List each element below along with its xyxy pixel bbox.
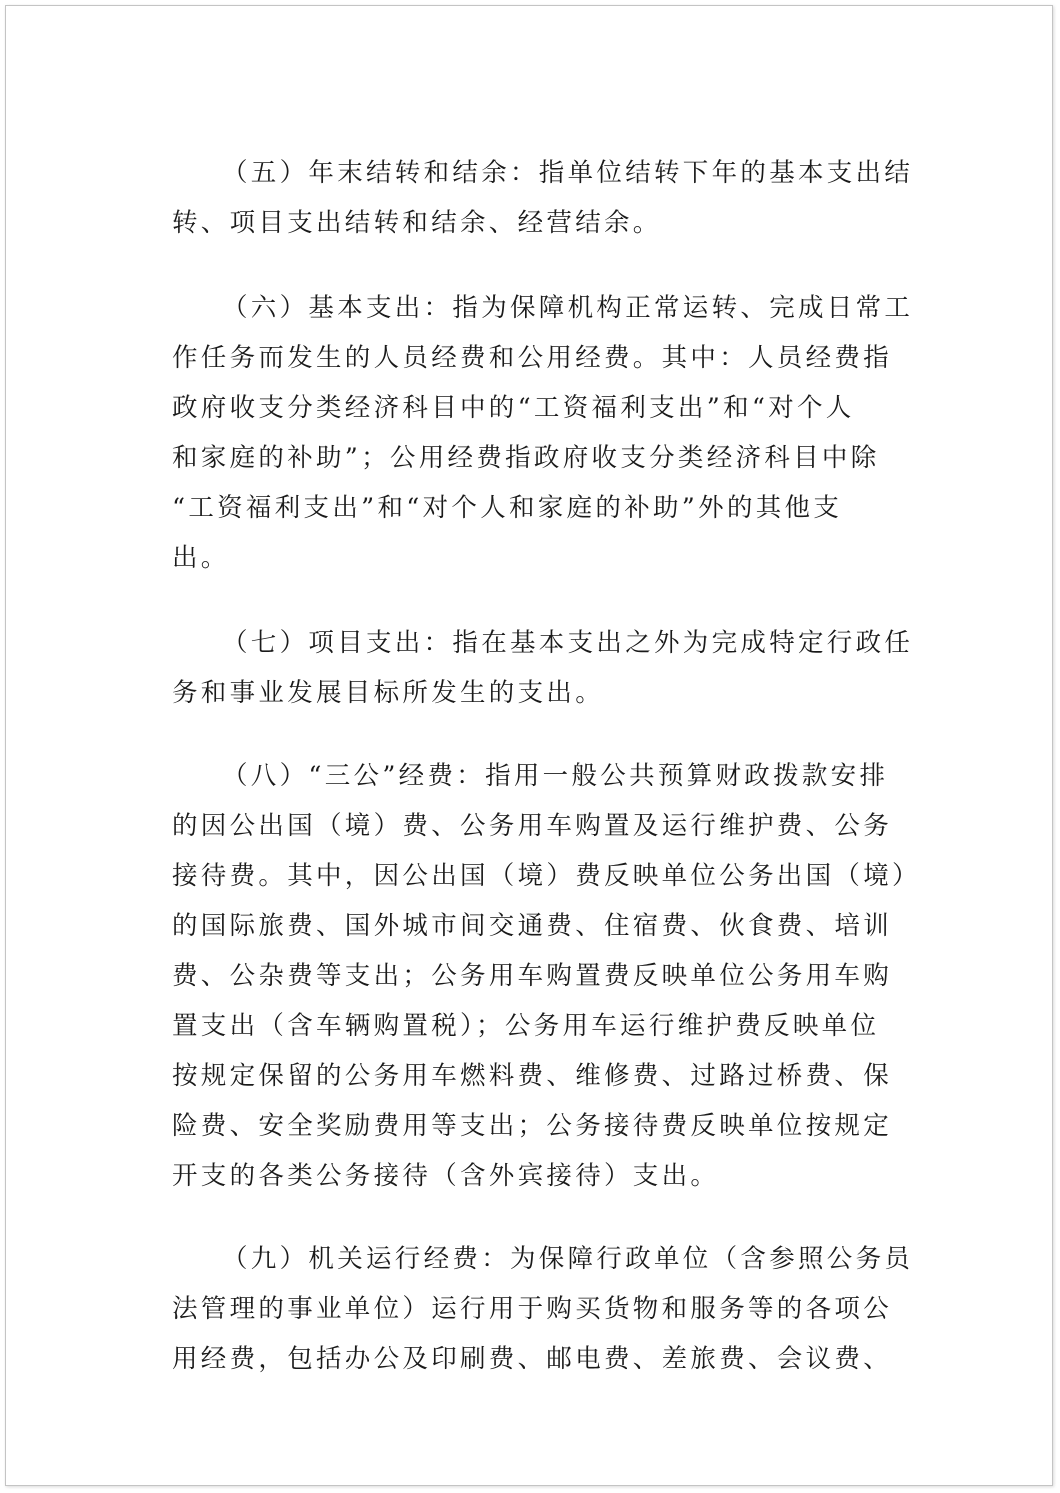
text-line: 转、项目支出结转和结余、经营结余。 <box>172 208 662 238</box>
text-line: 费、公杂费等支出；公务用车购置费反映单位公务用车购 <box>172 961 893 991</box>
text-line: 按规定保留的公务用车燃料费、维修费、过路过桥费、保 <box>172 1061 893 1091</box>
text-line: 政府收支分类经济科目中的“工资福利支出”和“对个人 <box>172 393 855 423</box>
text-line: “工资福利支出”和“对个人和家庭的补助”外的其他支 <box>172 493 843 523</box>
paragraph-three-public-expenses <box>172 751 921 1201</box>
text-line: （八）“三公”经费：指用一般公共预算财政拨款安排 <box>222 761 889 791</box>
document-page <box>5 5 1053 1486</box>
text-line: 出。 <box>172 543 230 573</box>
text-line: （五）年末结转和结余：指单位结转下年的基本支出结 <box>222 158 914 188</box>
text-line: （九）机关运行经费：为保障行政单位（含参照公务员 <box>222 1244 914 1274</box>
text-line: （六）基本支出：指为保障机构正常运转、完成日常工 <box>222 293 914 323</box>
text-line: 置支出（含车辆购置税）；公务用车运行维护费反映单位 <box>172 1011 880 1041</box>
text-line: 开支的各类公务接待（含外宾接待）支出。 <box>172 1161 720 1191</box>
text-line: 的因公出国（境）费、公务用车购置及运行维护费、公务 <box>172 811 893 841</box>
text-line: 的国际旅费、国外城市间交通费、住宿费、伙食费、培训 <box>172 911 893 941</box>
text-line: 用经费，包括办公及印刷费、邮电费、差旅费、会议费、 <box>172 1344 893 1374</box>
paragraph-basic-expenditure <box>172 283 914 583</box>
text-line: 接待费。其中，因公出国（境）费反映单位公务出国（境） <box>172 861 921 891</box>
text-line: 和家庭的补助”；公用经费指政府收支分类经济科目中除 <box>172 443 880 473</box>
document-body <box>172 148 921 1384</box>
paragraph-year-end-carryover <box>172 148 914 248</box>
paragraph-project-expenditure <box>172 618 914 718</box>
text-line: 法管理的事业单位）运行用于购买货物和服务等的各项公 <box>172 1294 893 1324</box>
text-line: 作任务而发生的人员经费和公用经费。其中：人员经费指 <box>172 343 893 373</box>
text-line: 险费、安全奖励费用等支出；公务接待费反映单位按规定 <box>172 1111 893 1141</box>
text-line: （七）项目支出：指在基本支出之外为完成特定行政任 <box>222 628 914 658</box>
paragraph-agency-operating-expenses <box>172 1234 914 1384</box>
text-line: 务和事业发展目标所发生的支出。 <box>172 678 605 708</box>
